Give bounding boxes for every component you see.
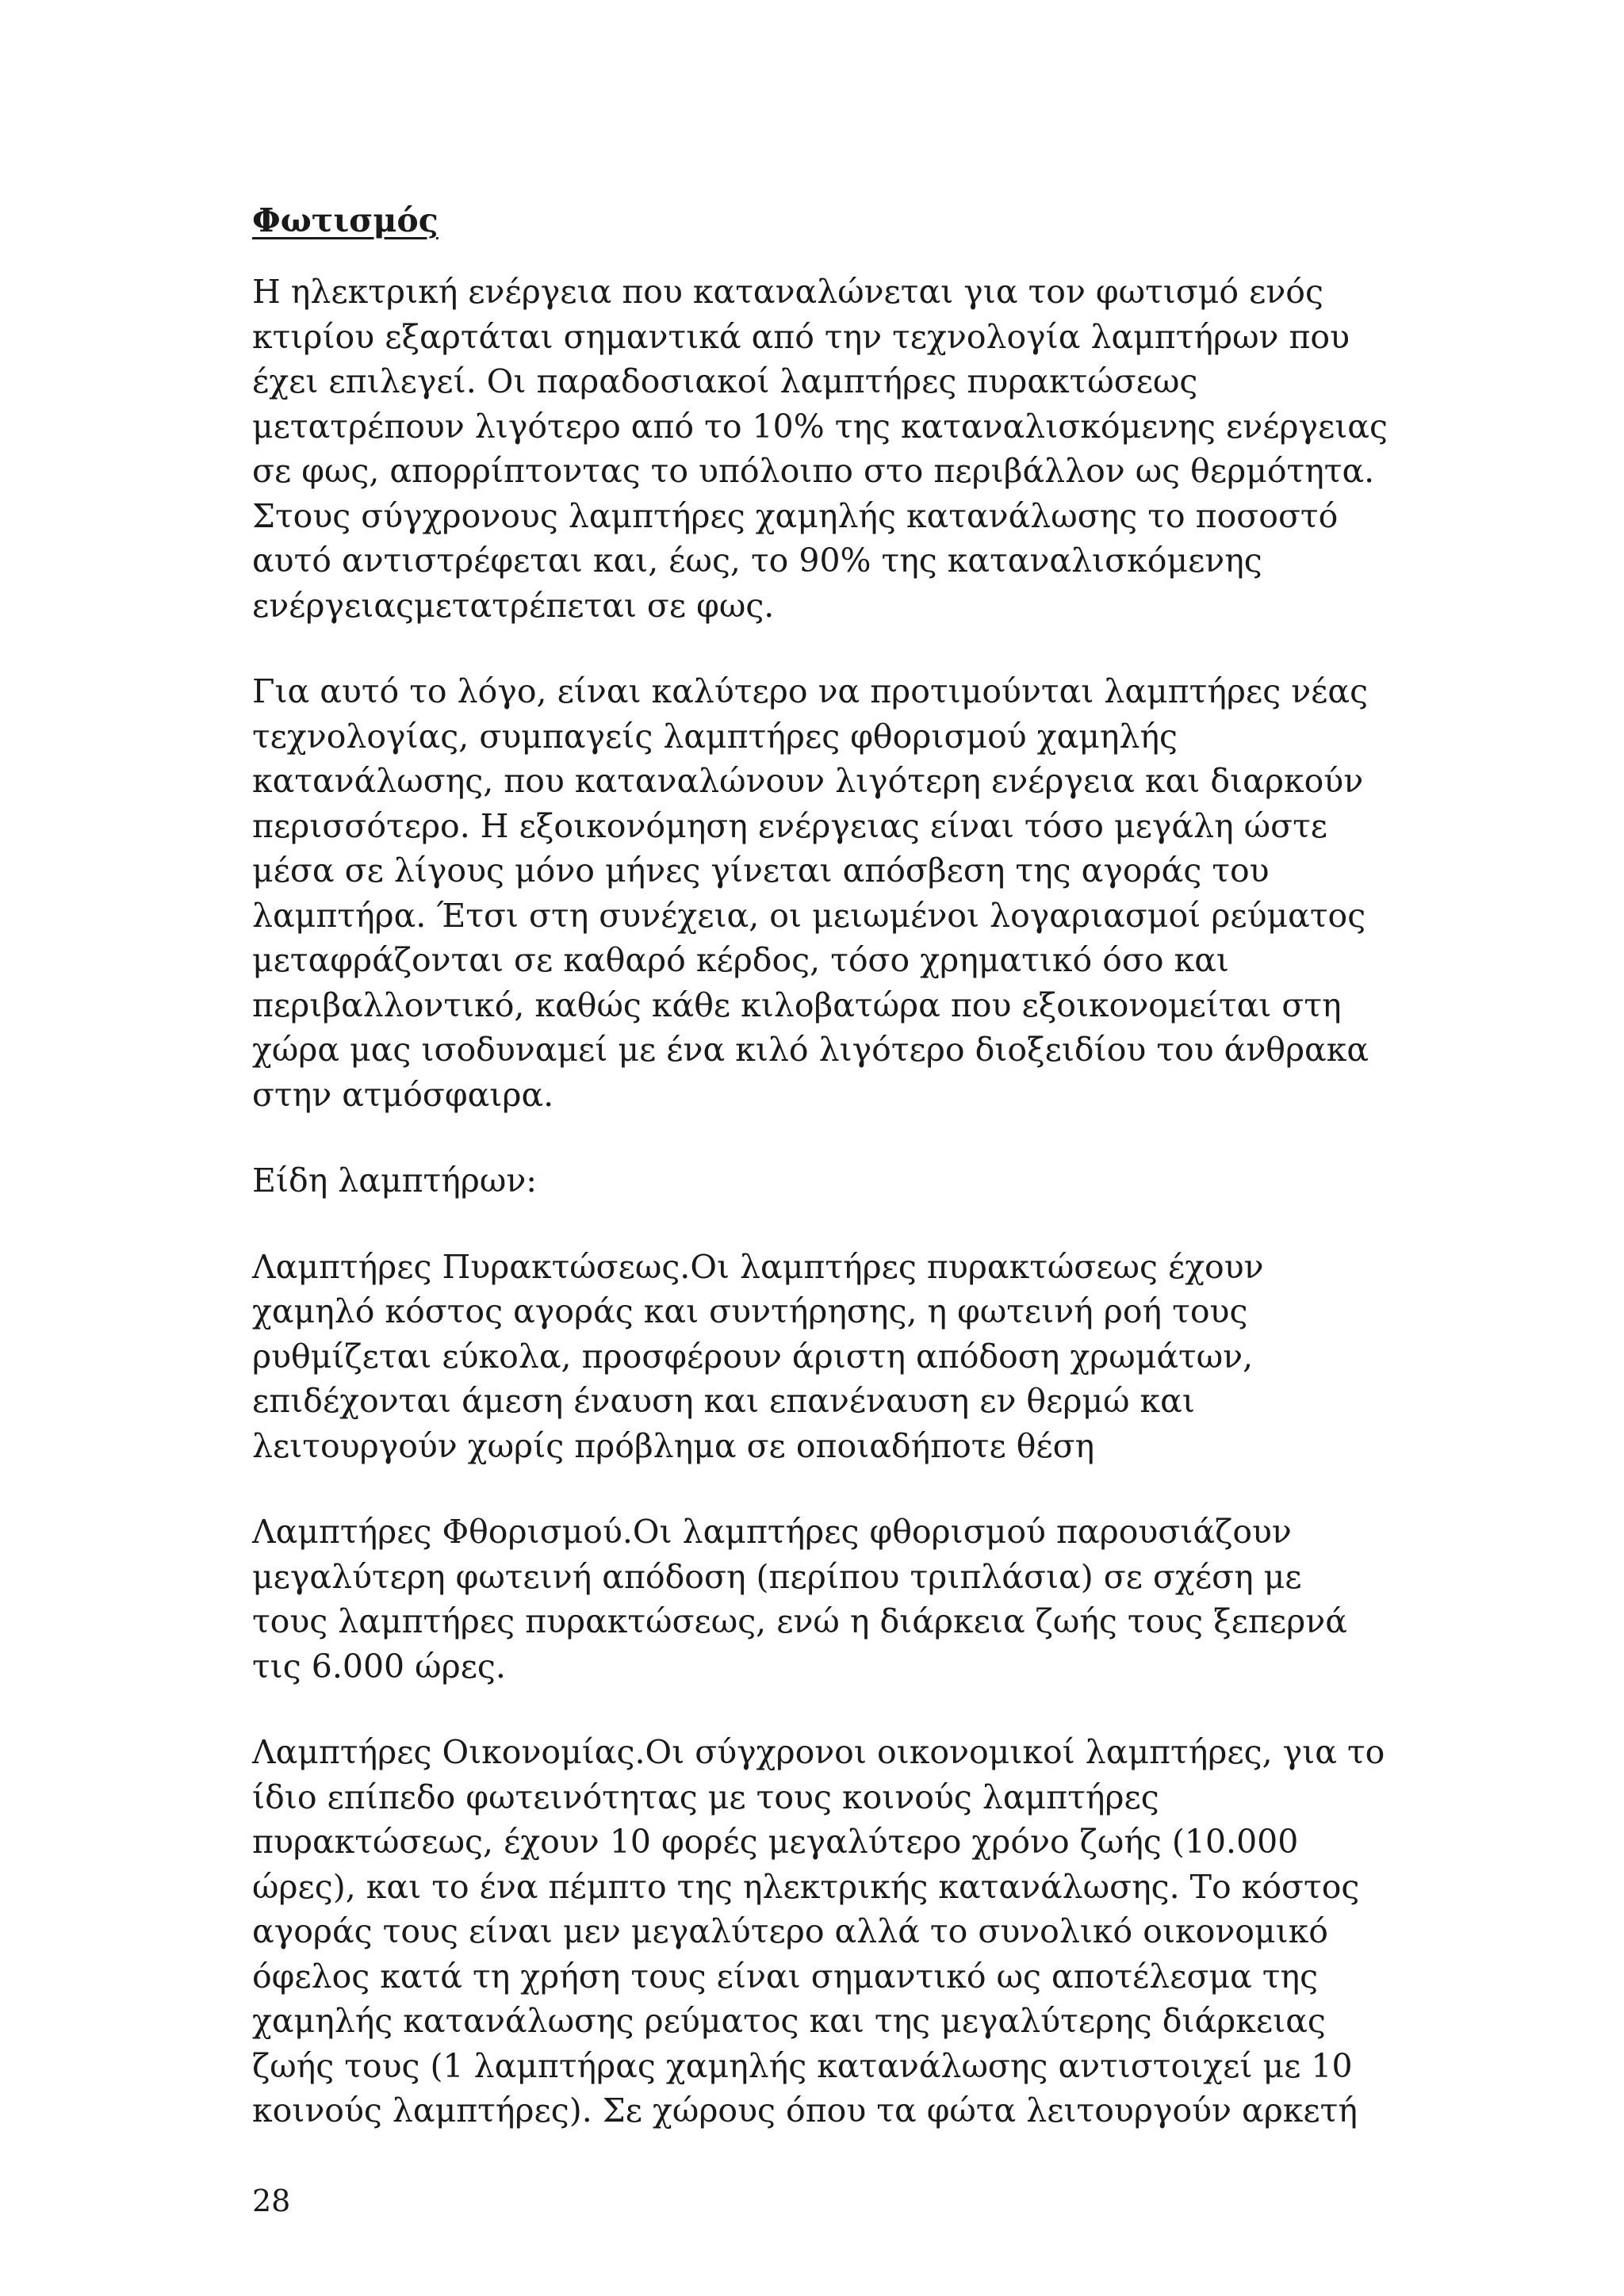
body-text (252, 270, 1410, 2133)
section-heading: Φωτισμός (252, 201, 439, 239)
text-line: ρυθμίζεται εύκολα, προσφέρουν άριστη απόδοση χρωμάτων, (252, 1337, 1254, 1376)
text-line: πυρακτώσεως, έχουν 10 φορές μεγαλύτερο χρόνο ζωής (10.000 (252, 1823, 1299, 1861)
text-line: περιβαλλοντικό, καθώς κάθε κιλοβατώρα που εξοικονομείται στη (252, 985, 1342, 1024)
text-line: Η ηλεκτρική ενέργεια που καταναλώνεται για τον φωτισμό ενός (252, 273, 1323, 311)
text-line: Είδη λαμπτήρων: (252, 1161, 538, 1200)
text-line: ίδιο επίπεδο φωτεινότητας με τους κοινούς λαμπτήρες (252, 1777, 1159, 1816)
text-line: μέσα σε λίγους μόνο μήνες γίνεται απόσβεση της αγοράς του (252, 851, 1270, 890)
paragraph (252, 669, 1410, 1117)
text-line: λειτουργούν χωρίς πρόβλημα σε οποιαδήποτε θέση (252, 1426, 1095, 1465)
text-line: αυτό αντιστρέφεται και, έως, το 90% της καταναλισκόμενης (252, 541, 1262, 580)
text-line: έχει επιλεγεί. Οι παραδοσιακοί λαμπτήρες πυρακτώσεως (252, 362, 1198, 400)
text-line: τους λαμπτήρες πυρακτώσεως, ενώ η διάρκεια ζωής τους ξεπερνά (252, 1602, 1347, 1640)
text-line: σε φως, απορρίπτοντας το υπόλοιπο στο περιβάλλον ως θερμότητα. (252, 452, 1375, 490)
text-line: Λαμπτήρες Οικονομίας.Οι σύγχρονοι οικονομικοί λαμπτήρες, για το (252, 1733, 1385, 1771)
paragraph (252, 1245, 1410, 1469)
text-line: κατανάλωσης, που καταναλώνουν λιγότερη ενέργεια και διαρκούν (252, 762, 1364, 800)
text-line: ενέργειαςμετατρέπεται σε φως. (252, 586, 775, 625)
text-line: λαμπτήρα. Έτσι στη συνέχεια, οι μειωμένοι λογαριασμοί ρεύματος (252, 896, 1366, 935)
text-line: κοινούς λαμπτήρες). Σε χώρους όπου τα φώτα λειτουργούν αρκετή (252, 2091, 1358, 2130)
text-line: στην ατμόσφαιρα. (252, 1075, 554, 1114)
text-line: τεχνολογίας, συμπαγείς λαμπτήρες φθορισμού χαμηλής (252, 717, 1178, 756)
text-line: κτιρίου εξαρτάται σημαντικά από την τεχνολογία λαμπτήρων που (252, 317, 1350, 356)
text-line: περισσότερο. Η εξοικονόμηση ενέργειας είναι τόσο μεγάλη ώστε (252, 806, 1328, 845)
text-line: όφελος κατά τη χρήση τους είναι σημαντικό ως αποτέλεσμα της (252, 1957, 1319, 1996)
page-number: 28 (252, 2183, 291, 2218)
paragraph (252, 270, 1410, 628)
text-line: αγοράς τους είναι μεν μεγαλύτερο αλλά το συνολικό οικονομικό (252, 1912, 1328, 1950)
text-line: μεταφράζονται σε καθαρό κέρδος, τόσο χρηματικό όσο και (252, 941, 1229, 979)
paragraph (252, 1158, 1410, 1203)
text-line: Λαμπτήρες Φθορισμού.Οι λαμπτήρες φθορισμού παρουσιάζουν (252, 1513, 1292, 1551)
paragraph (252, 1510, 1410, 1689)
text-line: τις 6.000 ώρες. (252, 1647, 506, 1686)
text-line: μετατρέπουν λιγότερο από το 10% της καταναλισκόμενης ενέργειας (252, 407, 1388, 446)
text-line: χαμηλό κόστος αγοράς και συντήρησης, η φωτεινή ροή τους (252, 1292, 1248, 1330)
text-line: χαμηλής κατανάλωσης ρεύματος και της μεγαλύτερης διάρκειας (252, 2002, 1326, 2040)
text-line: Για αυτό το λόγο, είναι καλύτερο να προτιμούνται λαμπτήρες νέας (252, 672, 1369, 710)
text-line: μεγαλύτερη φωτεινή απόδοση (περίπου τριπλάσια) σε σχέση με (252, 1557, 1302, 1596)
paragraph (252, 1730, 1410, 2133)
text-line: ώρες), και το ένα πέμπτο της ηλεκτρικής κατανάλωσης. Το κόστος (252, 1867, 1360, 1906)
text-line: Λαμπτήρες Πυρακτώσεως.Οι λαμπτήρες πυρακτώσεως έχουν (252, 1247, 1264, 1286)
text-line: επιδέχονται άμεση έναυση και επανέναυση εν θερμώ και (252, 1382, 1195, 1420)
text-line: Στους σύγχρονους λαμπτήρες χαμηλής κατανάλωσης το ποσοστό (252, 496, 1339, 535)
document-page (252, 198, 1410, 2175)
text-line: ζωής τους (1 λαμπτήρας χαμηλής κατανάλωσης αντιστοιχεί με 10 (252, 2046, 1353, 2085)
text-line: χώρα μας ισοδυναμεί με ένα κιλό λιγότερο διοξειδίου του άνθρακα (252, 1031, 1369, 1069)
